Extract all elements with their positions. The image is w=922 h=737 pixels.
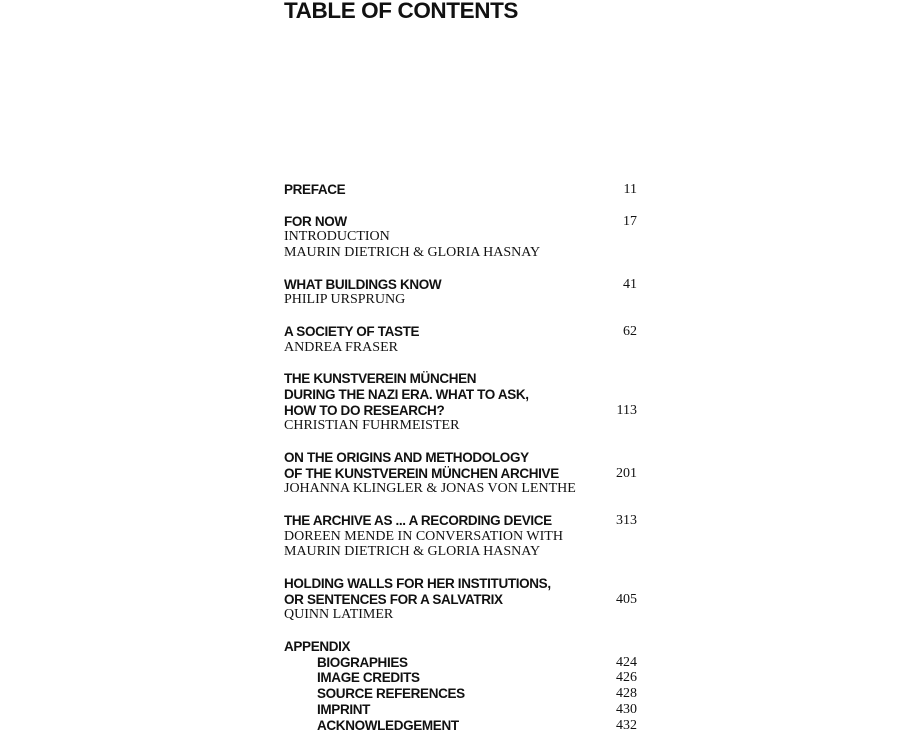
- entry-page-number: 41: [623, 276, 637, 292]
- toc-entry: [284, 277, 644, 309]
- entry-heading-line: THE KUNSTVEREIN MÜNCHEN: [284, 371, 477, 386]
- page-title: TABLE OF CONTENTS: [284, 0, 519, 23]
- entry-heading-line: OF THE KUNSTVEREIN MÜNCHEN ARCHIVE: [284, 465, 559, 481]
- entry-page-number: 113: [616, 402, 637, 418]
- appendix-item: BIOGRAPHIES: [317, 654, 408, 670]
- entry-heading-line: DURING THE NAZI ERA. WHAT TO ASK,: [284, 386, 529, 402]
- entry-heading-line: PREFACE: [284, 182, 346, 197]
- appendix-heading: APPENDIX: [284, 638, 351, 654]
- entry-page-number: 17: [623, 213, 637, 229]
- toc-entry: [284, 324, 644, 356]
- appendix-page-number: 430: [616, 701, 637, 717]
- entry-heading-line: THE ARCHIVE AS ... A RECORDING DEVICE: [284, 512, 552, 528]
- entry-heading-line: ON THE ORIGINS AND METHODOLOGY: [284, 449, 529, 465]
- toc-entry: [284, 513, 644, 560]
- entry-author: ANDREA FRASER: [284, 339, 398, 355]
- entry-heading-line: A SOCIETY OF TASTE: [284, 323, 420, 339]
- entry-author: JOHANNA KLINGLER & JONAS VON LENTHE: [284, 481, 576, 497]
- toc-entry: [284, 371, 644, 434]
- entry-page-number: 405: [616, 591, 637, 607]
- toc-entry: [284, 576, 644, 623]
- appendix-item: SOURCE REFERENCES: [317, 686, 465, 701]
- entry-author: MAURIN DIETRICH & GLORIA HASNAY: [284, 245, 541, 260]
- appendix-page-number: 426: [616, 670, 637, 686]
- appendix-page-number: 432: [616, 717, 637, 733]
- appendix-page-number: 424: [616, 654, 637, 670]
- appendix-item: IMPRINT: [317, 701, 371, 717]
- entry-heading-line: WHAT BUILDINGS KNOW: [284, 276, 442, 292]
- entry-page-number: 11: [623, 182, 637, 197]
- toc-entry: [284, 214, 644, 261]
- entry-page-number: 201: [616, 465, 637, 481]
- entry-author: DOREEN MENDE IN CONVERSATION WITH: [284, 528, 563, 544]
- toc-entry: [284, 450, 644, 497]
- appendix-item: IMAGE CREDITS: [317, 670, 420, 686]
- entry-author: MAURIN DIETRICH & GLORIA HASNAY: [284, 544, 541, 560]
- entry-author: QUINN LATIMER: [284, 607, 394, 623]
- entry-author: CHRISTIAN FUHRMEISTER: [284, 418, 460, 434]
- entry-page-number: 313: [616, 512, 637, 528]
- entry-heading-line: HOW TO DO RESEARCH?: [284, 402, 445, 418]
- appendix-page-number: 428: [616, 686, 637, 701]
- entry-heading-line: OR SENTENCES FOR A SALVATRIX: [284, 591, 503, 607]
- entry-heading-line: FOR NOW: [284, 213, 347, 229]
- entry-page-number: 62: [623, 323, 637, 339]
- entry-heading-line: HOLDING WALLS FOR HER INSTITUTIONS,: [284, 575, 551, 591]
- entry-author: PHILIP URSPRUNG: [284, 292, 406, 308]
- toc-entry: [284, 182, 644, 198]
- table-of-contents: [284, 182, 644, 733]
- appendix-item: ACKNOWLEDGEMENT: [317, 717, 459, 733]
- entry-subtitle: INTRODUCTION: [284, 229, 390, 245]
- toc-appendix: [284, 639, 644, 734]
